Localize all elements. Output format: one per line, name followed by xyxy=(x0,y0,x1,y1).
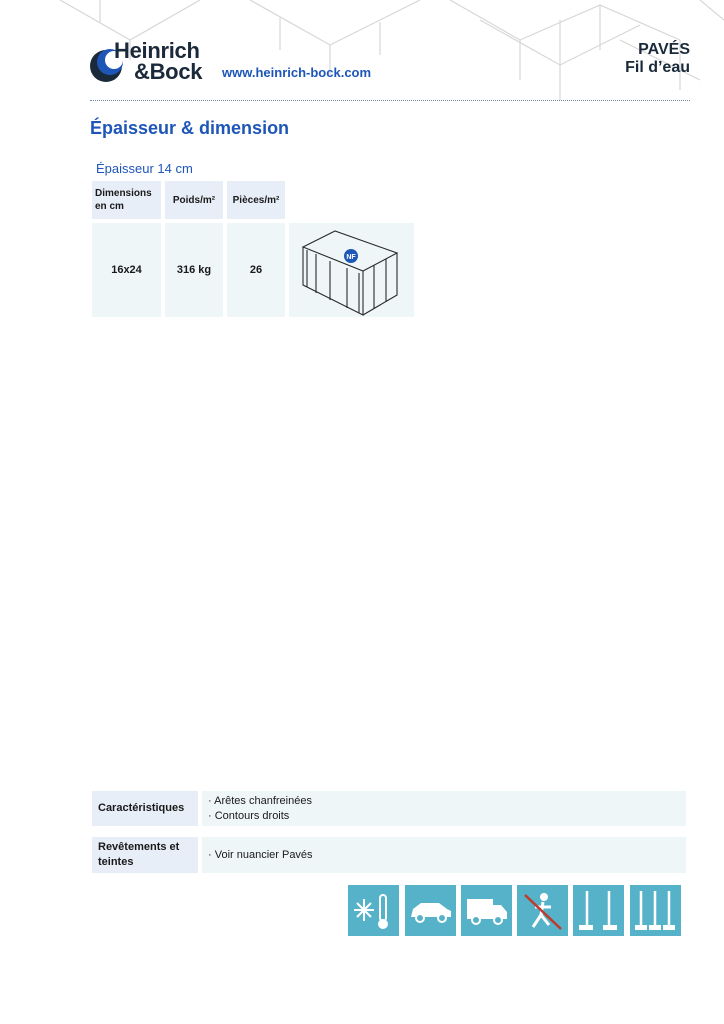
logo-line-1: Heinrich xyxy=(114,38,200,63)
coatings-label: Revêtements et teintes xyxy=(92,837,198,873)
section-title: Épaisseur & dimension xyxy=(90,118,290,138)
no-pedestrian-icon xyxy=(517,885,568,936)
cell-dimensions: 16x24 xyxy=(92,223,161,317)
logo-line-2: &Bock xyxy=(134,59,203,84)
paver-block-icon xyxy=(289,223,414,317)
frost-resistance-icon xyxy=(348,885,399,936)
multi-broom-icon xyxy=(630,885,681,936)
cell-pieces: 26 xyxy=(227,223,285,317)
nf-badge-label: NF xyxy=(346,254,356,261)
van-icon xyxy=(461,885,512,936)
characteristic-item: · Arêtes chanfreinées xyxy=(208,794,312,807)
paver-block-illustration xyxy=(289,223,414,317)
thickness-label: Épaisseur 14 cm xyxy=(96,161,193,176)
characteristics-values xyxy=(202,791,686,826)
single-broom-icon xyxy=(573,885,624,936)
cell-weight: 316 kg xyxy=(165,223,223,317)
header-divider xyxy=(90,100,690,101)
logo-wordmark xyxy=(114,40,202,82)
characteristic-item: · Contours droits xyxy=(208,809,290,822)
car-icon xyxy=(405,885,456,936)
header-pieces: Pièces/m² xyxy=(227,181,285,219)
document-category: PAVÉS xyxy=(638,41,690,58)
coatings-row xyxy=(92,837,686,873)
coatings-value: · Voir nuancier Pavés xyxy=(202,837,686,873)
document-title: Fil d’eau xyxy=(625,59,690,76)
characteristics-label: Caractéristiques xyxy=(92,791,198,826)
header-weight: Poids/m² xyxy=(165,181,223,219)
header-dimensions: Dimensions en cm xyxy=(92,181,161,219)
website-link[interactable]: www.heinrich-bock.com xyxy=(222,65,372,80)
heinrich-bock-logo xyxy=(88,40,213,84)
characteristics-row xyxy=(92,791,686,826)
